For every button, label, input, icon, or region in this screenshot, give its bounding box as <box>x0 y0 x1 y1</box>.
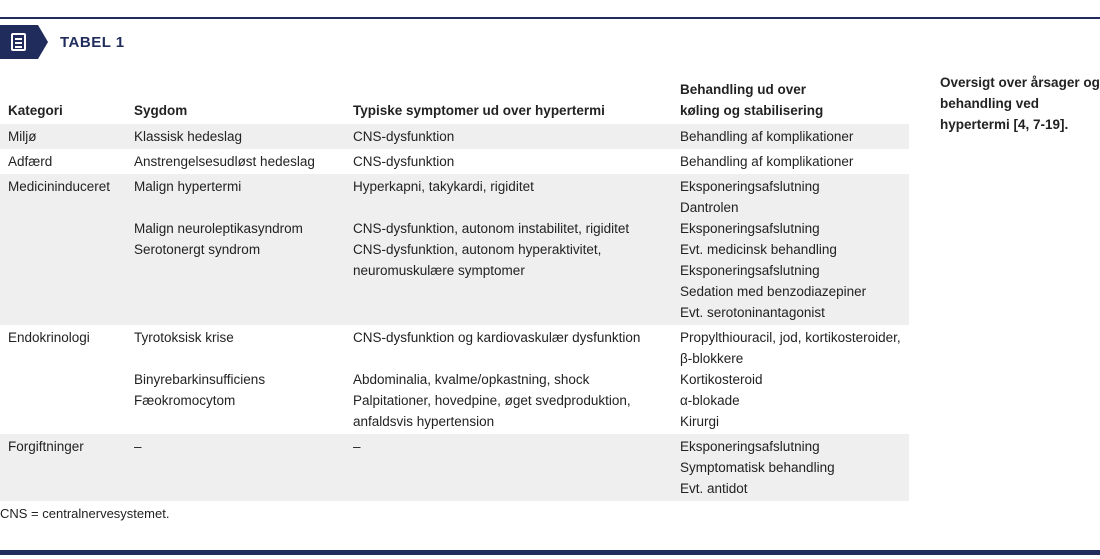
cell-behandling: Behandling af komplikationer <box>672 124 909 149</box>
table-row <box>0 434 909 501</box>
cell-line: Sedation med benzodiazepiner <box>680 284 867 299</box>
cell-sygdom: Anstrengelsesudløst hedeslag <box>134 154 315 169</box>
header-sygdom: Sygdom <box>134 103 188 118</box>
cell-symptomer: – <box>345 434 672 501</box>
cell-spacer <box>134 197 337 218</box>
cell-line: α-blokade <box>680 393 740 408</box>
cell-line: Malign hypertermi <box>134 179 242 194</box>
cell-line: Evt. medicinsk behandling <box>680 242 837 257</box>
table-row <box>0 174 909 325</box>
cell-line: neuromuskulære symptomer <box>353 263 525 278</box>
cell-sygdom: – <box>126 434 345 501</box>
table-row <box>0 124 909 149</box>
cell-line: Evt. antidot <box>680 481 748 496</box>
cell-behandling <box>672 434 909 501</box>
cell-spacer <box>353 197 664 218</box>
cell-line: CNS-dysfunktion og kardiovaskulær dysfunktion <box>353 330 641 345</box>
cell-sygdom <box>126 325 345 434</box>
cell-line: Kirurgi <box>680 414 720 429</box>
table-caption: Oversigt over årsager og behandling ved hypertermi [4, 7-19]. <box>940 75 1100 132</box>
cell-spacer <box>134 348 337 369</box>
cell-line: β-blokkere <box>680 351 744 366</box>
cell-kategori: Medicininduceret <box>0 174 126 325</box>
table-header-row <box>0 74 909 124</box>
header-symptomer: Typiske symptomer ud over hypertermi <box>353 103 605 118</box>
cell-line: Palpitationer, hovedpine, øget svedproduktion, <box>353 393 631 408</box>
header-behandling-line: Behandling ud over <box>680 82 807 97</box>
cell-line: Serotonergt syndrom <box>134 242 261 257</box>
cell-line: Binyrebarkinsufficiens <box>134 372 266 387</box>
header-behandling <box>672 74 909 124</box>
cell-line: Fæokromocytom <box>134 393 236 408</box>
cell-spacer <box>353 348 664 369</box>
cell-behandling <box>672 174 909 325</box>
cell-line: Tyrotoksisk krise <box>134 330 234 345</box>
header-kategori: Kategori <box>8 103 63 118</box>
cell-line: Hyperkapni, takykardi, rigiditet <box>353 179 534 194</box>
table-row <box>0 325 909 434</box>
header-behandling-line: køling og stabilisering <box>680 103 824 118</box>
cell-sygdom <box>126 174 345 325</box>
cell-kategori: Forgiftninger <box>0 434 126 501</box>
cell-line: Eksponeringsafslutning <box>680 221 820 236</box>
cell-line: Kortikosteroid <box>680 372 763 387</box>
cell-line: Symptomatisk behandling <box>680 460 835 475</box>
table-title: TABEL 1 <box>60 33 125 51</box>
table-row <box>0 149 909 174</box>
top-rule <box>0 17 1100 19</box>
cell-line: anfaldsvis hypertension <box>353 414 495 429</box>
cell-line: CNS-dysfunktion, autonom hyperaktivitet, <box>353 242 602 257</box>
cell-symptomer: CNS-dysfunktion <box>353 154 455 169</box>
cell-sygdom: Klassisk hedeslag <box>126 124 345 149</box>
cell-symptomer <box>345 174 672 325</box>
cell-line: Malign neuroleptikasyndrom <box>134 221 303 236</box>
cell-line: Propylthiouracil, jod, kortikosteroider, <box>680 330 901 345</box>
data-table <box>0 74 909 501</box>
document-list-icon <box>11 33 26 51</box>
table-badge <box>0 25 38 59</box>
cell-kategori: Miljø <box>0 124 126 149</box>
cell-line: Dantrolen <box>680 200 739 215</box>
cell-symptomer <box>345 325 672 434</box>
table-header <box>0 25 125 59</box>
cell-line: Abdominalia, kvalme/opkastning, shock <box>353 372 590 387</box>
cell-line: Evt. serotoninantagonist <box>680 305 825 320</box>
cell-symptomer: CNS-dysfunktion <box>345 124 672 149</box>
cell-kategori: Endokrinologi <box>8 330 90 345</box>
cell-line: Eksponeringsafslutning <box>680 263 820 278</box>
table-footnote: CNS = centralnervesystemet. <box>0 506 170 521</box>
cell-kategori: Adfærd <box>8 154 53 169</box>
bottom-rule <box>0 550 1100 555</box>
cell-line: Eksponeringsafslutning <box>680 439 820 454</box>
cell-behandling <box>672 325 909 434</box>
cell-behandling: Behandling af komplikationer <box>680 154 854 169</box>
cell-line: Eksponeringsafslutning <box>680 179 820 194</box>
cell-line: CNS-dysfunktion, autonom instabilitet, rigiditet <box>353 221 630 236</box>
